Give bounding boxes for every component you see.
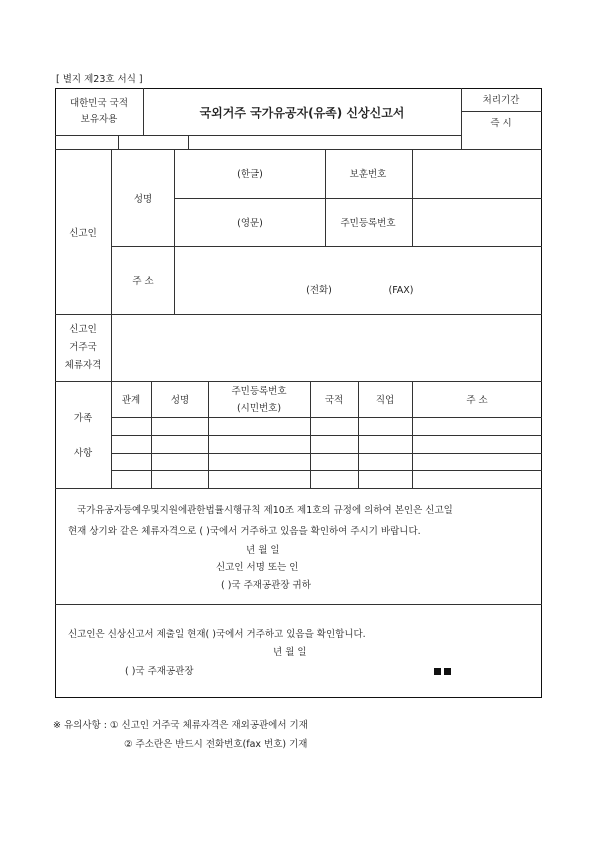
divider xyxy=(111,246,542,247)
official-seal-mark xyxy=(444,668,451,675)
declaration-addressee: ( )국 주재공관장 귀하 xyxy=(221,580,311,591)
resident-number-label: 주민등록번호 xyxy=(340,218,396,229)
processing-period-value: 즉 시 xyxy=(490,118,512,129)
official-seal-mark xyxy=(434,668,441,675)
divider xyxy=(174,149,175,314)
divider xyxy=(111,435,542,436)
family-col-resident-number: 주민등록번호 xyxy=(231,386,287,397)
divider xyxy=(55,135,461,136)
form-title: 국외거주 국가유공자(유족) 신상신고서 xyxy=(199,106,405,120)
family-col-address: 주 소 xyxy=(466,395,488,406)
family-col-relation: 관계 xyxy=(121,395,141,406)
family-label-line2: 사항 xyxy=(73,448,93,459)
declaration-line2: 현재 상기와 같은 체류자격으로 ( )국에서 거주하고 있음을 확인하여 주시기 바랍니다. xyxy=(68,526,421,537)
divider xyxy=(55,604,542,605)
divider xyxy=(111,470,542,471)
veteran-number-label: 보훈번호 xyxy=(349,169,387,180)
divider xyxy=(55,314,542,315)
form-frame xyxy=(55,88,542,698)
name-label: 성명 xyxy=(133,194,153,205)
korean-name-label: (한글) xyxy=(237,169,263,180)
form-number-label: [ 별지 제23호 서식 ] xyxy=(56,74,143,85)
declaration-signer: 신고인 서명 또는 인 xyxy=(216,562,299,573)
family-label-line1: 가족 xyxy=(73,413,93,424)
english-name-label: (영문) xyxy=(237,218,263,229)
divider xyxy=(111,149,112,314)
divider xyxy=(55,381,542,382)
divider xyxy=(111,453,542,454)
processing-period-label: 처리기간 xyxy=(482,95,520,106)
divider xyxy=(55,488,542,489)
divider xyxy=(55,149,542,150)
confirmation-date: 년 월 일 xyxy=(273,647,307,658)
declaration-line1: 국가유공자등예우및지원에관한법률시행규칙 제10조 제1호의 규정에 의하여 본인은 신고일 xyxy=(77,505,453,516)
confirmation-consul: ( )국 주재공관장 xyxy=(125,666,194,677)
family-col-occupation: 직업 xyxy=(375,395,395,406)
divider xyxy=(412,149,413,246)
divider xyxy=(188,135,189,149)
divider xyxy=(111,314,112,381)
divider xyxy=(461,111,542,112)
declaration-date: 년 월 일 xyxy=(246,545,280,556)
nationality-label-line2: 보유자용 xyxy=(80,114,118,125)
residence-label-line3: 체류자격 xyxy=(64,360,102,371)
divider xyxy=(461,88,462,149)
notes-line2: ② 주소란은 반드시 전화번호(fax 번호) 기재 xyxy=(124,739,308,750)
divider xyxy=(325,149,326,246)
notes-line1: ※ 유의사항 : ① 신고인 거주국 체류자격은 재외공관에서 기재 xyxy=(53,720,308,731)
address-label: 주 소 xyxy=(132,276,154,287)
confirmation-line1: 신고인은 신상신고서 제출일 현재( )국에서 거주하고 있음을 확인합니다. xyxy=(68,629,366,640)
nationality-label-line1: 대한민국 국적 xyxy=(69,98,129,109)
applicant-label: 신고인 xyxy=(69,228,97,239)
family-col-citizen-number: (시민번호) xyxy=(236,403,282,414)
divider xyxy=(118,135,119,149)
family-col-nationality: 국적 xyxy=(324,395,344,406)
divider xyxy=(111,417,542,418)
residence-label-line1: 신고인 xyxy=(69,324,97,335)
residence-label-line2: 거주국 xyxy=(69,342,97,353)
divider xyxy=(143,88,144,135)
phone-label: (전화) xyxy=(306,285,332,296)
divider xyxy=(174,198,542,199)
family-col-name: 성명 xyxy=(170,395,190,406)
fax-label: (FAX) xyxy=(388,285,414,296)
